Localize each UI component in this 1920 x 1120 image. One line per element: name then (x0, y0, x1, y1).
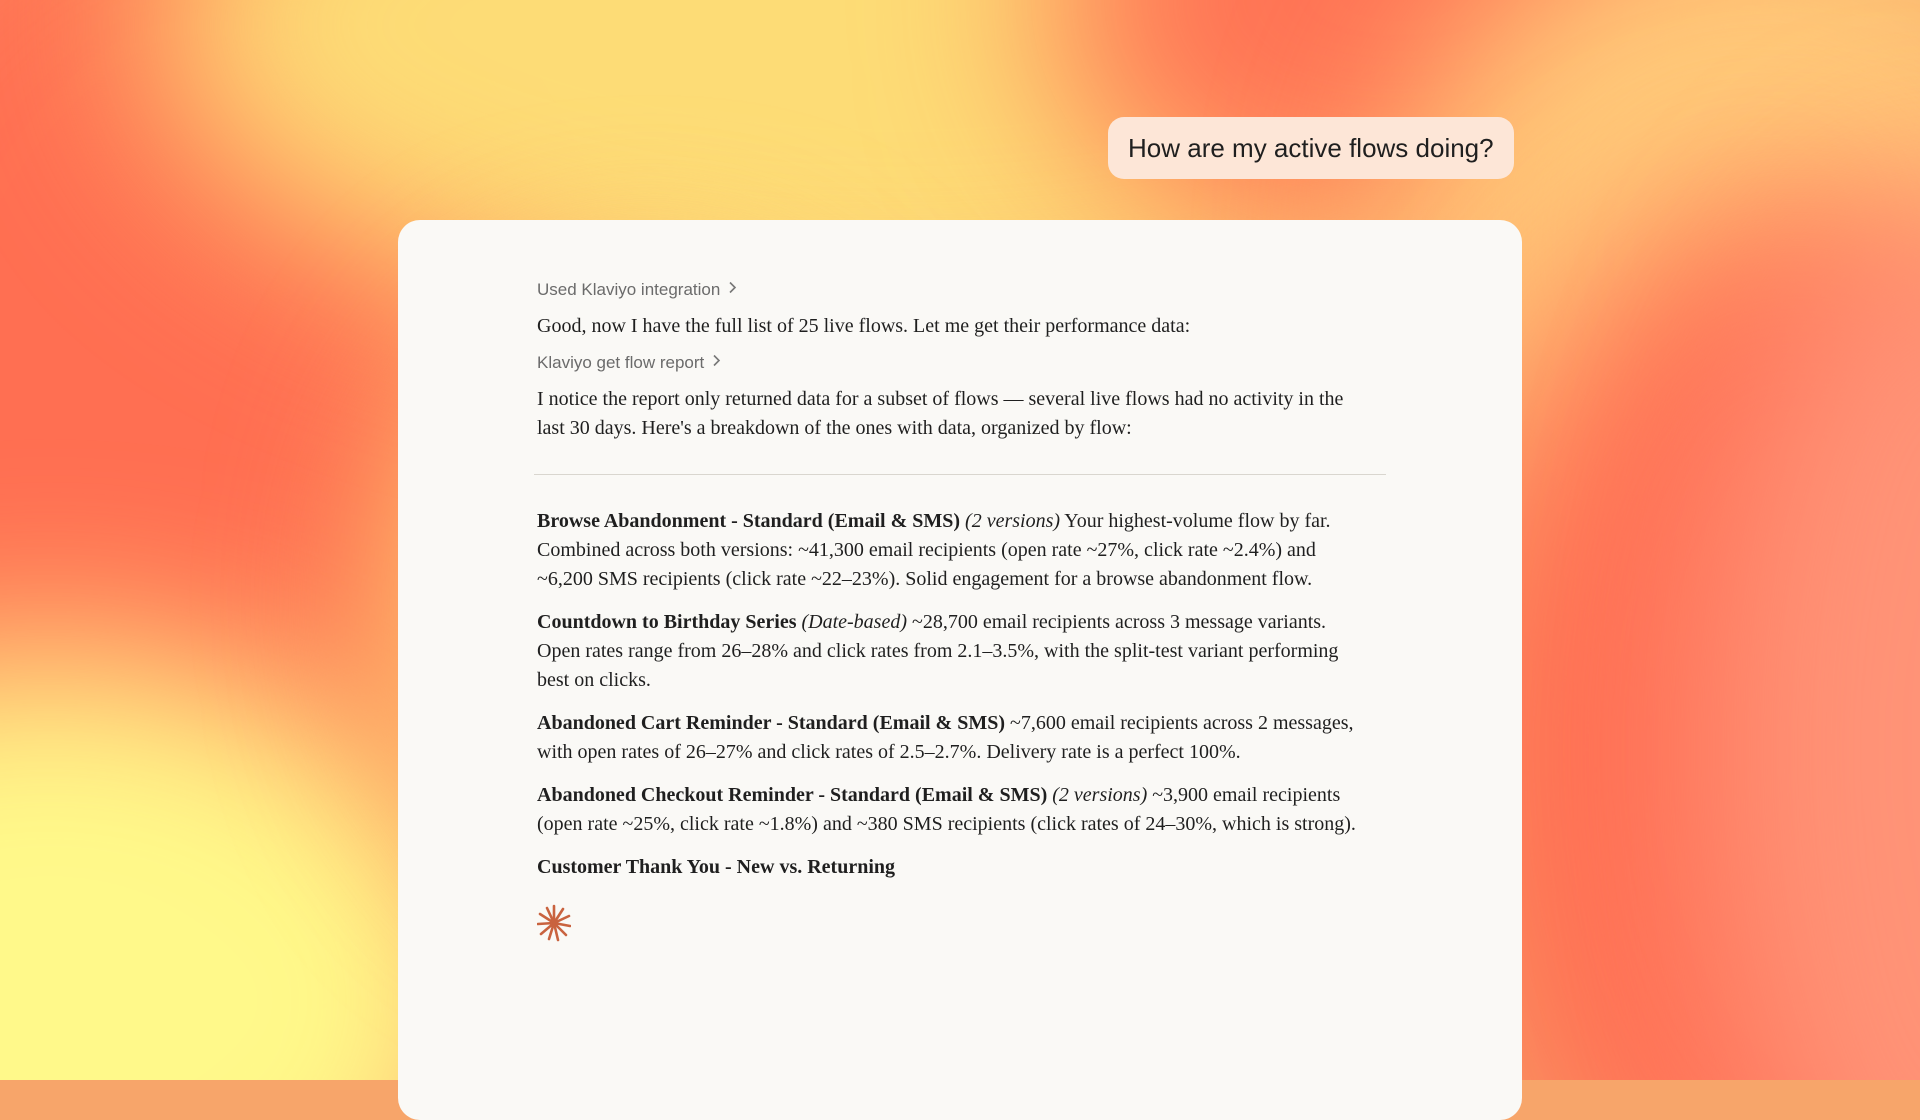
flow-summary (537, 608, 1357, 695)
flow-summary (537, 507, 1357, 594)
flow-details: Your highest-volume flow by far. Combined across both versions: ~41,300 email recipients (open rate ~27%, click rate ~2.4%) and ~6,200 SMS recipients (click rate ~22–23%). Solid engagement for a browse abandonment flow. (537, 510, 1331, 590)
tool-call-label: Used Klaviyo integration (537, 280, 721, 299)
flow-name: Browse Abandonment - Standard (Email & SMS) (537, 510, 961, 532)
chevron-right-icon (728, 278, 737, 302)
flow-details: ~28,700 email recipients across 3 message variants. Open rates range from 26–28% and click rates from 2.1–3.5%, with the split-test variant performing best on clicks. (537, 611, 1339, 691)
flow-details: ~7,600 email recipients across 2 messages, with open rates of 26–27% and click rates of 2.5–2.7%. Delivery rate is a perfect 100%. (537, 712, 1354, 763)
chevron-right-icon (712, 351, 721, 375)
flow-summary (537, 709, 1357, 767)
flow-note: (Date-based) (801, 611, 908, 633)
user-message-text: How are my active flows doing? (1128, 132, 1494, 163)
assistant-response-card (398, 220, 1522, 1120)
flow-name: Customer Thank You - New vs. Returning (537, 856, 896, 878)
flow-note: (2 versions) (965, 510, 1061, 532)
flow-note: (2 versions) (1052, 784, 1148, 806)
tool-call-label: Klaviyo get flow report (537, 353, 705, 372)
assistant-response-content (537, 278, 1357, 942)
assistant-paragraph: I notice the report only returned data for a subset of flows — several live flows had no activity in the last 30 days. Here's a breakdown of the ones with data, organized by flow: (537, 388, 1344, 439)
flow-name: Abandoned Cart Reminder - Standard (Email & SMS) (537, 712, 1005, 734)
flow-details: ~3,900 email recipients (open rate ~25%, click rate ~1.8%) and ~380 SMS recipients (click rates of 24–30%, which is strong). (537, 784, 1356, 835)
tool-call-klaviyo-integration[interactable] (537, 278, 1357, 302)
flow-summary (537, 853, 1357, 882)
tool-call-flow-report[interactable] (537, 351, 1357, 375)
flow-summary (537, 781, 1357, 839)
flow-name: Countdown to Birthday Series (537, 611, 797, 633)
flow-name: Abandoned Checkout Reminder - Standard (Email & SMS) (537, 784, 1048, 806)
user-message-bubble (1108, 117, 1514, 179)
asterisk-spinner-icon (537, 904, 571, 942)
assistant-paragraph: Good, now I have the full list of 25 live flows. Let me get their performance data: (537, 315, 1191, 337)
section-divider (534, 474, 1386, 475)
